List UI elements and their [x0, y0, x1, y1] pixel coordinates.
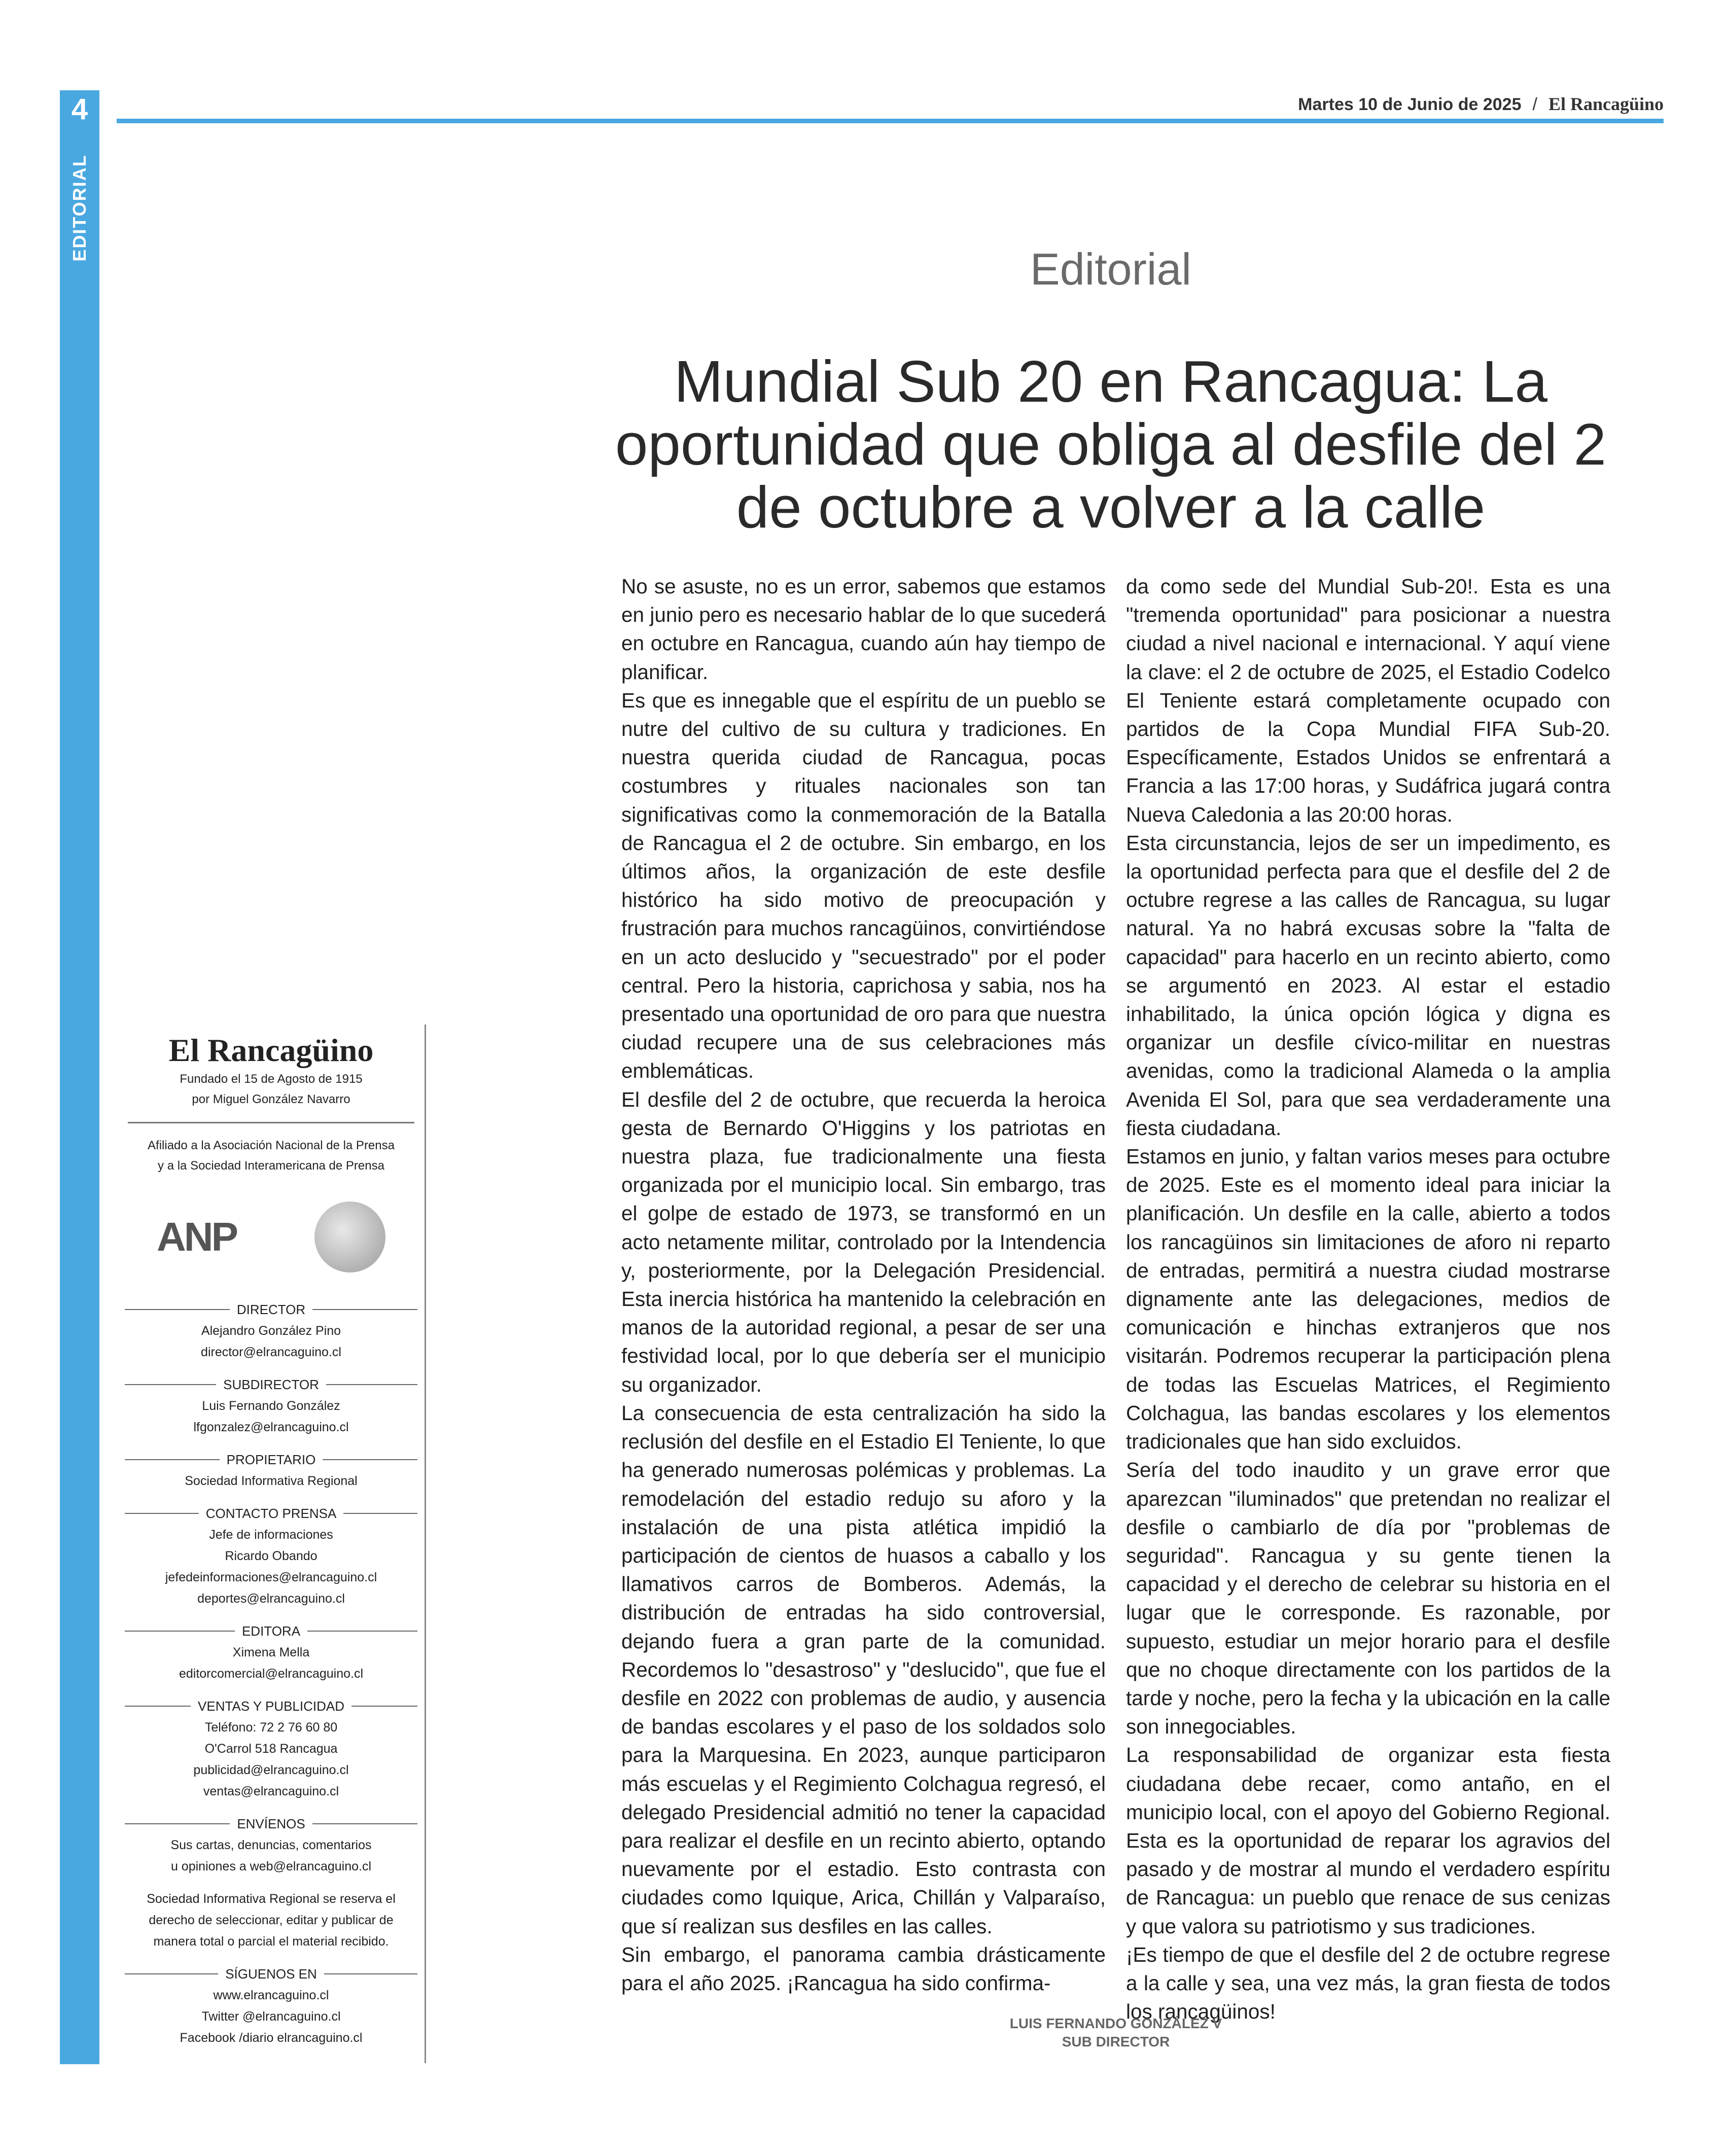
follow-block [118, 1963, 425, 2048]
article-column-left [621, 572, 1106, 1997]
paragraph: La responsabilidad de organizar esta fiesta ciudadana debe recaer, como antaño, en el municipio local, con el apoyo del Gobierno Regional. Esta es la oportunidad de reparar los agravios del pasado y de mostrar al mundo el verdadero espíritu de Rancagua: un pueblo que renace de sus cenizas y que valora su patriotismo y sus tradiciones. [1126, 1743, 1610, 1938]
header-rule [117, 119, 1664, 123]
director-block [118, 1299, 425, 1363]
paragraph: Es que es innegable que el espíritu de un pueblo se nutre del cultivo de su cultura y tradiciones. En nuestra querida ciudad de Rancagua, pocas costumbres y rituales nacionales son tan significativas como la conmemoración de la Batalla de Rancagua el 2 de octubre. Sin embargo, en los últimos años, la organización de este desfile histórico ha sido motivo de preocupación y frustración para muchos rancagüinos, convirtiéndose en un acto deslucido y "secuestrado" por el poder central. Pero la historia, caprichosa y sabia, nos ha presentado una oportunidad de oro para que nuestra ciudad recupere una de sus celebraciones más emblemáticas. [621, 688, 1106, 1083]
affiliation-line-2: y a la Sociedad Interamericana de Prensa [158, 1159, 384, 1173]
article-column-right [1126, 572, 1610, 2026]
subdirector-title: SUBDIRECTOR [118, 1374, 425, 1395]
disclaimer: Sociedad Informativa Regional se reserva el derecho de seleccionar, editar y publicar de manera total o parcial el material recibido. [147, 1892, 396, 1949]
paragraph: El desfile del 2 de octubre, que recuerda la heroica gesta de Bernardo O'Higgins y los patriotas en nuestra plaza, fue tradicionalmente una fiesta organizada por el municipio local. Sin embargo, tras el golpe de estado de 1973, se transformó en un acto netamente militar, controlado por la Intendencia y, posteriormente, por la Delegación Presidencial. Esta inercia histórica ha mantenido la celebración en manos de la autoridad regional, a pesar de ser una festividad local, por lo que debería ser el municipio su organizador. [621, 1087, 1106, 1396]
divider [128, 1122, 414, 1123]
sales-title: VENTAS Y PUBLICIDAD [118, 1695, 425, 1717]
subdirector-email[interactable]: lfgonzalez@elrancaguino.cl [193, 1420, 349, 1434]
subdirector-block [118, 1374, 425, 1438]
press-role: Jefe de informaciones [209, 1528, 333, 1542]
section-label: EDITORIAL [69, 154, 90, 262]
owner-title: PROPIETARIO [118, 1449, 425, 1470]
sales-address: O'Carrol 518 Rancagua [204, 1742, 338, 1756]
paragraph: ¡Es tiempo de que el desfile del 2 de octubre regrese a la calle y sea, una vez más, la gran fiesta de todos los rancagüinos! [1126, 1942, 1610, 2024]
follow-twitter[interactable]: Twitter @elrancaguino.cl [201, 2009, 341, 2024]
director-title: DIRECTOR [118, 1299, 425, 1320]
masthead-box [118, 1024, 426, 2063]
newspaper-name: El Rancagüino [1548, 94, 1664, 114]
sales-phone: Teléfono: 72 2 76 60 80 [204, 1720, 338, 1735]
press-email-1[interactable]: jefedeinformaciones@elrancaguino.cl [165, 1570, 377, 1584]
press-title: CONTACTO PRENSA [118, 1503, 425, 1524]
press-name: Ricardo Obando [225, 1549, 318, 1563]
sales-email-1[interactable]: publicidad@elrancaguino.cl [193, 1763, 349, 1777]
follow-web[interactable]: www.elrancaguino.cl [213, 1988, 329, 2002]
send-text-1: Sus cartas, denuncias, comentarios [170, 1838, 372, 1852]
follow-facebook[interactable]: Facebook /diario elrancaguino.cl [180, 2031, 363, 2045]
send-title: ENVÍENOS [118, 1813, 425, 1834]
paragraph: La consecuencia de esta centralización ha sido la reclusión del desfile en el Estadio El Teniente, lo que ha generado numerosas polémicas y problemas. La remodelación del estadio redujo su aforo y la instalación de una pista atlética impidió la participación de cientos de huasos a caballo y los llamativos carros de Bomberos. Además, la distribución de entradas ha sido controversial, dejando fuera a gran parte de la comunidad. Recordemos lo "desastroso" y "deslucido", que fue el desfile en 2022 con problemas de audio, y ausencia de bandas escolares y el paso de los soldados solo para la Marquesina. En 2023, aunque participaron más escuelas y el Regimiento Colchagua regresó, el delegado Presidencial admitió no tener la capacidad para realizar el desfile en un recinto abierto, optando nuevamente por el estadio. Esto contrasta con ciudades como Iquique, Arica, Chillán y Valparaíso, que sí realizan sus desfiles en las calles. [621, 1401, 1106, 1938]
page-header [1298, 93, 1664, 115]
author-name: LUIS FERNANDO GONZÁLEZ V [1009, 2016, 1222, 2031]
paragraph: da como sede del Mundial Sub-20!. Esta es una "tremenda oportunidad" para posicionar a nuestra ciudad a nivel nacional e internacional. Y aquí viene la clave: el 2 de octubre de 2025, el Estadio Codelco El Teniente estará completamente ocupado con partidos de la Copa Mundial FIFA Sub-20. Específicamente, Estados Unidos se enfrentará a Francia a las 17:00 horas, y Sudáfrica jugará contra Nueva Caledonia a las 20:00 horas. [1126, 575, 1610, 826]
subdirector-name: Luis Fernando González [202, 1399, 340, 1413]
sales-block [118, 1695, 425, 1802]
press-email-2[interactable]: deportes@elrancaguino.cl [197, 1592, 345, 1606]
founded-line-1: Fundado el 15 de Agosto de 1915 [180, 1072, 363, 1086]
editor-name: Ximena Mella [232, 1645, 310, 1659]
founded-line-2: por Miguel González Navarro [192, 1092, 350, 1106]
paragraph: Sin embargo, el panorama cambia drásticamente para el año 2025. ¡Rancagua ha sido confirma- [621, 1942, 1106, 1995]
follow-title: SÍGUENOS EN [118, 1963, 425, 1985]
headline: Mundial Sub 20 en Rancagua: La oportunidad que obliga al desfile del 2 de octubre a volver a la calle [615, 348, 1607, 540]
owner-block [118, 1449, 425, 1492]
send-block [118, 1813, 425, 1877]
section-kicker: Editorial [1030, 244, 1191, 294]
director-name: Alejandro González Pino [201, 1324, 341, 1338]
page-number: 4 [71, 93, 88, 126]
header-separator: / [1532, 95, 1537, 114]
masthead-name: El Rancagüino [168, 1032, 374, 1068]
section-label-vertical [60, 154, 99, 262]
paragraph: No se asuste, no es un error, sabemos que estamos en junio pero es necesario hablar de lo que sucederá en octubre en Rancagua, cuando aún hay tiempo de planificar. [621, 575, 1106, 684]
sales-email-2[interactable]: ventas@elrancaguino.cl [203, 1784, 339, 1798]
author-role: SUB DIRECTOR [1062, 2034, 1170, 2049]
send-text-2: u opiniones a web@elrancaguino.cl [170, 1859, 372, 1874]
paragraph: Sería del todo inaudito y un grave error que aparezcan "iluminados" que pretendan no realizar el desfile o cambiarlo de día por "problemas de seguridad". Rancagua y su gente tienen la capacidad y el derecho de celebrar su historia en el lugar que le corresponde. Es razonable, por supuesto, estudiar un mejor horario para el desfile que no choque directamente con los partidos de la tarde y noche, pero la fecha y la ubicación en la calle son innegociables. [1126, 1458, 1610, 1739]
sip-globe-logo-icon [314, 1201, 385, 1273]
paragraph: Estamos en junio, y faltan varios meses para octubre de 2025. Este es el momento ideal para iniciar la planificación. Un desfile en la calle, abierto a todos los rancagüinos sin limitaciones de aforo ni reparto de entradas, permitirá a nuestra ciudad mostrarse dignamente ante las delegaciones, medios de comunicación e hinchas extranjeros que nos visitarán. Podremos recuperar la participación plena de todas las Escuelas Matrices, el Regimiento Colchagua, las bandas escolares y los elementos tradicionales que han sido excluidos. [1126, 1145, 1610, 1454]
paragraph: Esta circunstancia, lejos de ser un impedimento, es la oportunidad perfecta para que el desfile del 2 de octubre regrese a las calles de Rancagua, su lugar natural. Ya no habrá excusas sobre la "falta de capacidad" para hacerlo en un recinto abierto, como se argumentó en 2023. Al estar el estadio inhabilitado, la única opción lógica y digna es organizar un desfile cívico-militar en nuestras avenidas, como la tradicional Alameda o la amplia Avenida El Sol, para que sea verdaderamente una fiesta ciudadana. [1126, 831, 1610, 1140]
affiliation-logos [118, 1186, 425, 1288]
press-contact-block [118, 1503, 425, 1609]
issue-date: Martes 10 de Junio de 2025 [1298, 95, 1522, 114]
director-email[interactable]: director@elrancaguino.cl [201, 1345, 341, 1359]
owner-name: Sociedad Informativa Regional [185, 1474, 358, 1488]
affiliation-line-1: Afiliado a la Asociación Nacional de la Prensa [148, 1139, 395, 1152]
author-signature [964, 2014, 1268, 2051]
editor-block [118, 1620, 425, 1684]
anp-logo: ANP [157, 1214, 236, 1259]
section-color-bar [60, 90, 99, 2064]
editor-title: EDITORA [118, 1620, 425, 1642]
editor-email[interactable]: editorcomercial@elrancaguino.cl [179, 1667, 364, 1681]
